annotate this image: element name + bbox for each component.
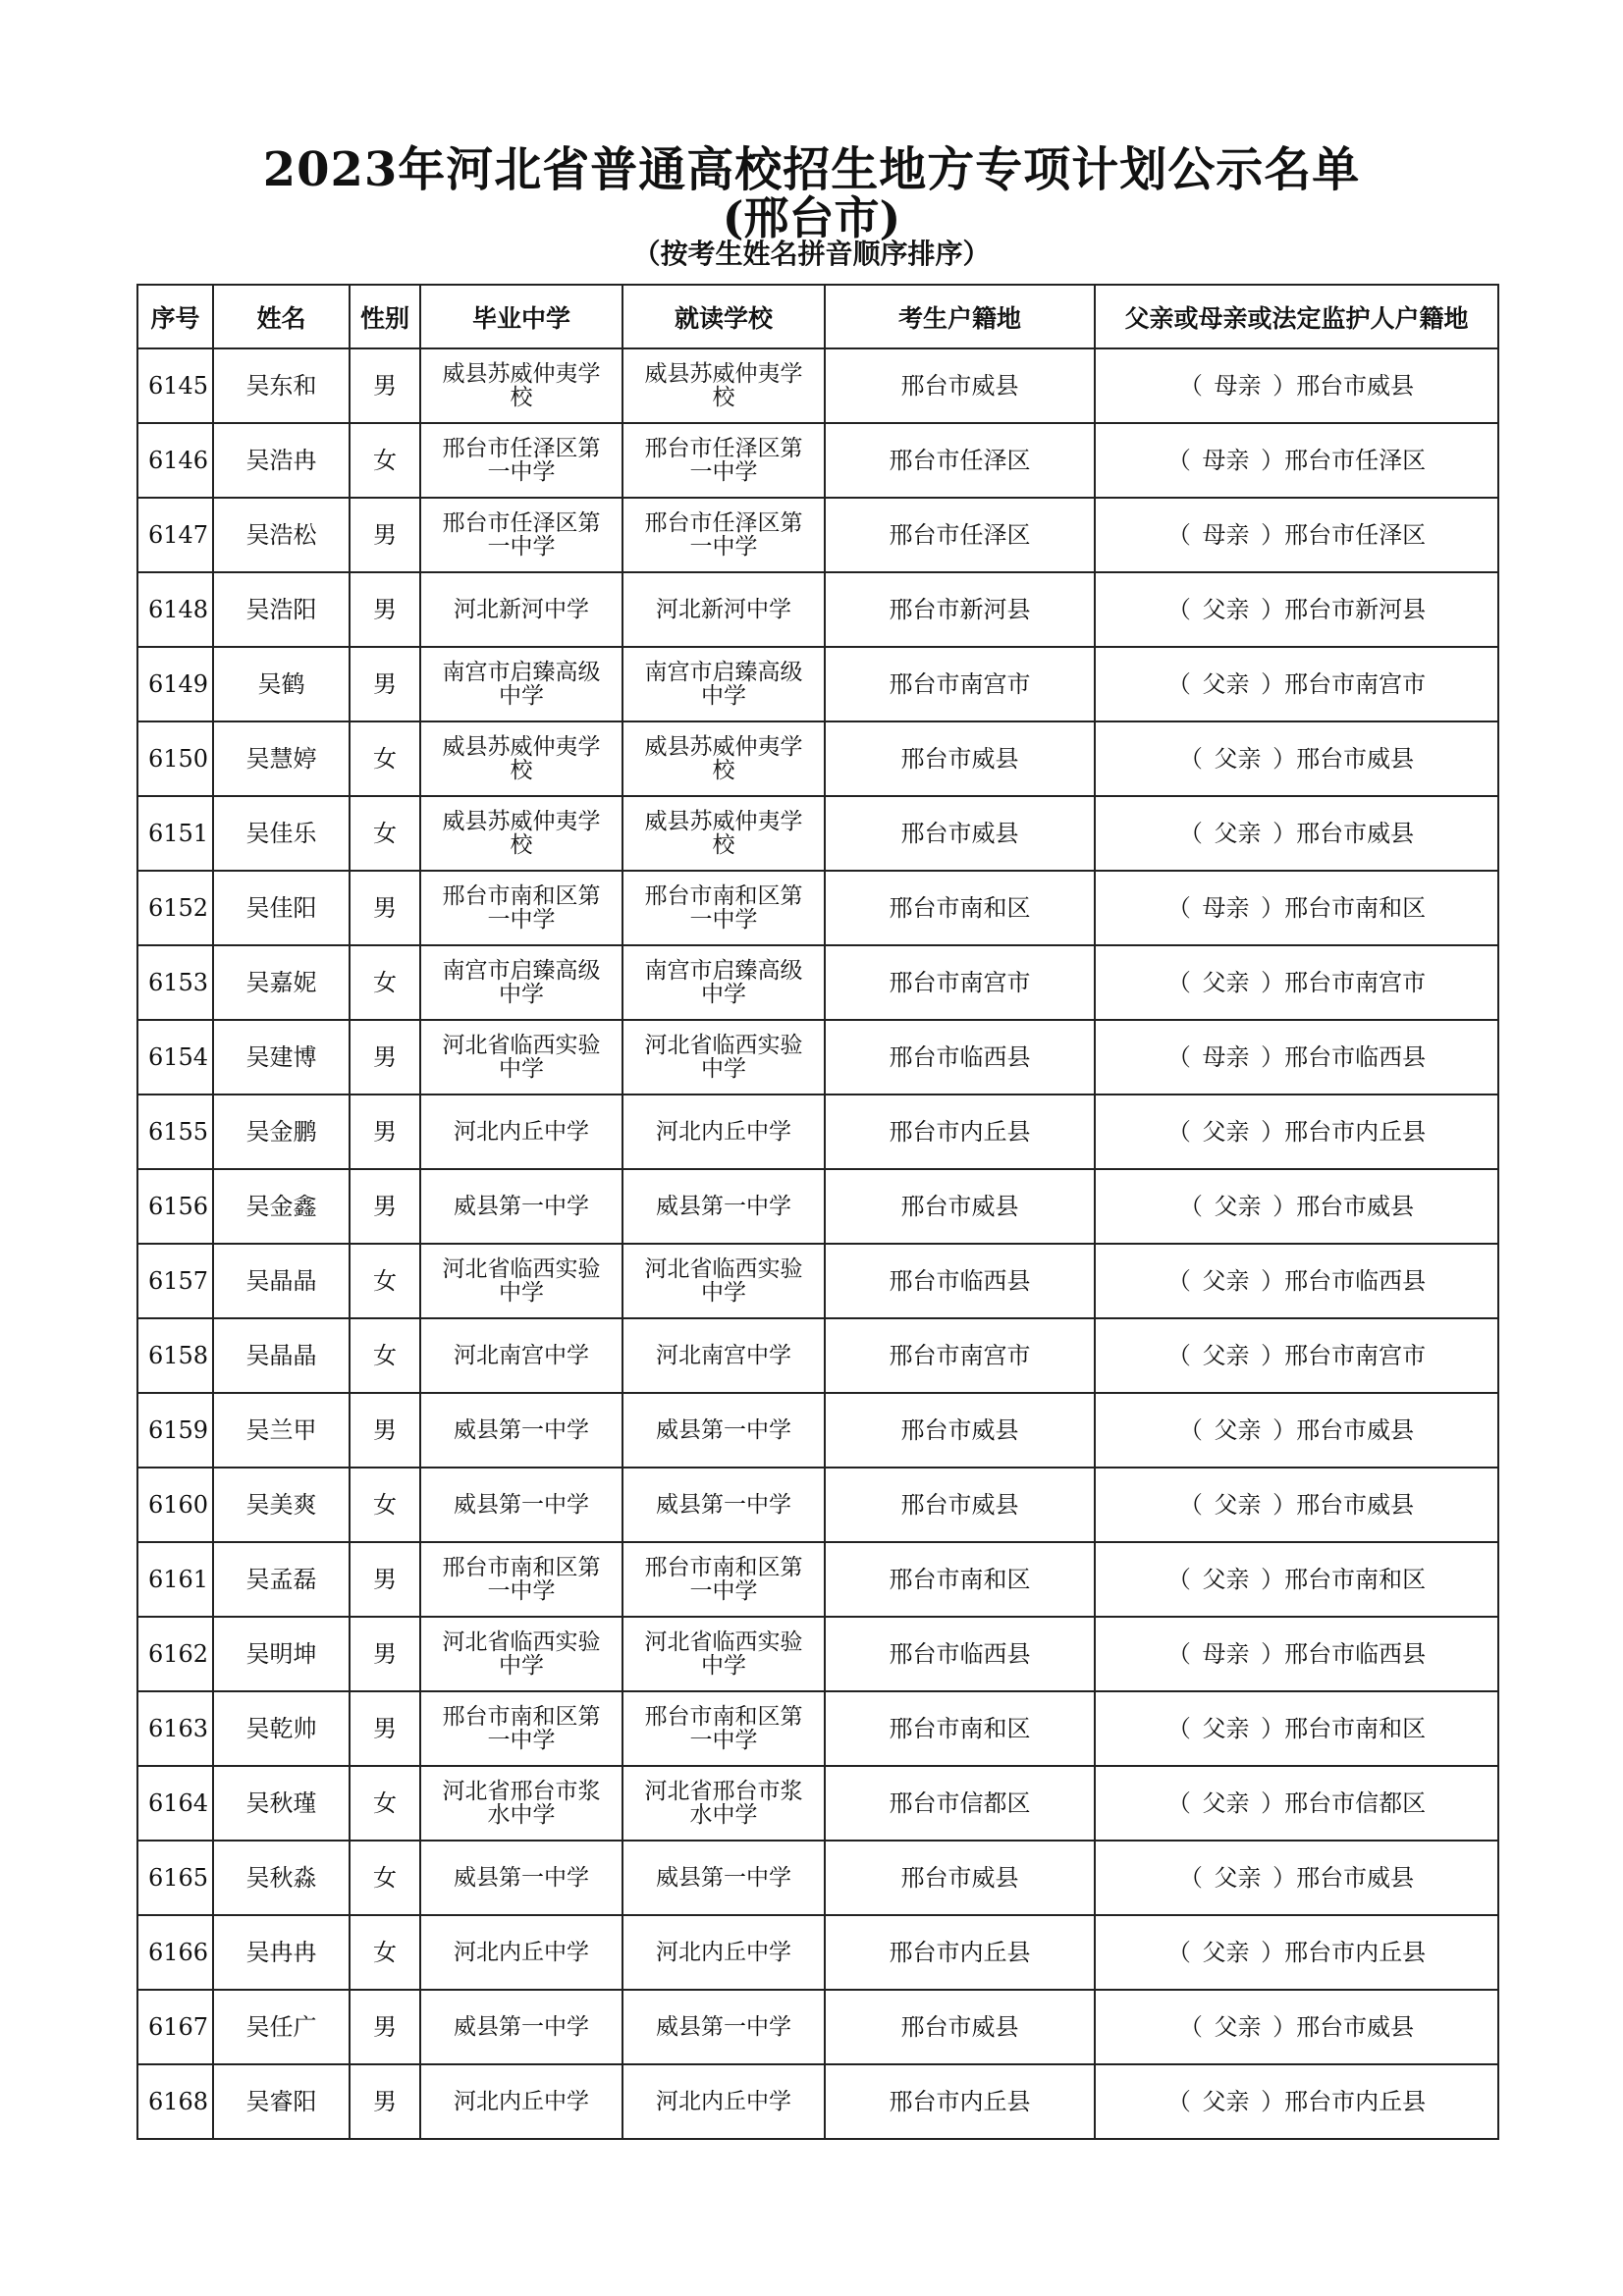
cell-household-registration: 邢台市南宫市 (825, 647, 1095, 721)
cell-graduation-school: 河北新河中学 (420, 572, 622, 647)
cell-parent-registration: （ 父亲 ）邢台市威县 (1095, 1990, 1498, 2064)
cell-serial: 6161 (137, 1542, 213, 1617)
cell-graduation-school: 邢台市南和区第一中学 (420, 1542, 622, 1617)
cell-current-school: 邢台市任泽区第一中学 (622, 498, 825, 572)
header-current-school: 就读学校 (622, 285, 825, 348)
cell-graduation-school: 河北内丘中学 (420, 1915, 622, 1990)
cell-name: 吴睿阳 (213, 2064, 350, 2139)
cell-name: 吴慧婷 (213, 721, 350, 796)
table-row (137, 572, 1498, 647)
cell-name: 吴晶晶 (213, 1318, 350, 1393)
cell-gender: 女 (350, 1244, 420, 1318)
table-row (137, 1841, 1498, 1915)
table-row (137, 871, 1498, 945)
cell-parent-registration: （ 母亲 ）邢台市南和区 (1095, 871, 1498, 945)
cell-parent-registration: （ 母亲 ）邢台市任泽区 (1095, 498, 1498, 572)
cell-name: 吴明坤 (213, 1617, 350, 1691)
cell-current-school: 威县苏威仲夷学校 (622, 796, 825, 871)
cell-household-registration: 邢台市威县 (825, 348, 1095, 423)
table-row (137, 1318, 1498, 1393)
cell-current-school: 邢台市南和区第一中学 (622, 1542, 825, 1617)
cell-current-school: 河北省临西实验中学 (622, 1020, 825, 1095)
cell-gender: 女 (350, 1318, 420, 1393)
cell-name: 吴浩松 (213, 498, 350, 572)
cell-graduation-school: 河北南宫中学 (420, 1318, 622, 1393)
cell-graduation-school: 南宫市启臻高级中学 (420, 647, 622, 721)
cell-parent-registration: （ 父亲 ）邢台市威县 (1095, 1393, 1498, 1468)
cell-parent-registration: （ 父亲 ）邢台市南宫市 (1095, 1318, 1498, 1393)
cell-graduation-school: 威县第一中学 (420, 1393, 622, 1468)
cell-household-registration: 邢台市南宫市 (825, 1318, 1095, 1393)
cell-parent-registration: （ 母亲 ）邢台市威县 (1095, 348, 1498, 423)
cell-serial: 6165 (137, 1841, 213, 1915)
table-row (137, 1691, 1498, 1766)
cell-current-school: 威县苏威仲夷学校 (622, 348, 825, 423)
cell-graduation-school: 河北内丘中学 (420, 2064, 622, 2139)
cell-name: 吴东和 (213, 348, 350, 423)
cell-serial: 6151 (137, 796, 213, 871)
cell-name: 吴金鹏 (213, 1095, 350, 1169)
cell-parent-registration: （ 父亲 ）邢台市威县 (1095, 796, 1498, 871)
cell-name: 吴秋瑾 (213, 1766, 350, 1841)
cell-household-registration: 邢台市南和区 (825, 1691, 1095, 1766)
table-row (137, 348, 1498, 423)
cell-name: 吴佳阳 (213, 871, 350, 945)
header-graduation-school: 毕业中学 (420, 285, 622, 348)
roster-table (136, 284, 1499, 2140)
cell-name: 吴嘉妮 (213, 945, 350, 1020)
cell-gender: 女 (350, 721, 420, 796)
cell-serial: 6162 (137, 1617, 213, 1691)
cell-serial: 6150 (137, 721, 213, 796)
cell-name: 吴鹤 (213, 647, 350, 721)
cell-current-school: 河北内丘中学 (622, 1095, 825, 1169)
cell-gender: 男 (350, 1691, 420, 1766)
cell-serial: 6159 (137, 1393, 213, 1468)
cell-graduation-school: 威县第一中学 (420, 1990, 622, 2064)
cell-current-school: 威县第一中学 (622, 1468, 825, 1542)
cell-serial: 6158 (137, 1318, 213, 1393)
cell-household-registration: 邢台市南宫市 (825, 945, 1095, 1020)
cell-gender: 女 (350, 1766, 420, 1841)
table-row (137, 1169, 1498, 1244)
table-row (137, 1990, 1498, 2064)
cell-name: 吴浩冉 (213, 423, 350, 498)
cell-parent-registration: （ 父亲 ）邢台市新河县 (1095, 572, 1498, 647)
header-gender: 性别 (350, 285, 420, 348)
cell-name: 吴金鑫 (213, 1169, 350, 1244)
cell-graduation-school: 河北省临西实验中学 (420, 1244, 622, 1318)
cell-current-school: 河北南宫中学 (622, 1318, 825, 1393)
cell-current-school: 河北新河中学 (622, 572, 825, 647)
cell-parent-registration: （ 父亲 ）邢台市信都区 (1095, 1766, 1498, 1841)
cell-serial: 6168 (137, 2064, 213, 2139)
cell-graduation-school: 邢台市南和区第一中学 (420, 871, 622, 945)
cell-serial: 6146 (137, 423, 213, 498)
cell-gender: 男 (350, 647, 420, 721)
cell-household-registration: 邢台市威县 (825, 1468, 1095, 1542)
cell-household-registration: 邢台市临西县 (825, 1244, 1095, 1318)
cell-parent-registration: （ 父亲 ）邢台市威县 (1095, 1841, 1498, 1915)
cell-gender: 女 (350, 945, 420, 1020)
cell-parent-registration: （ 父亲 ）邢台市南和区 (1095, 1542, 1498, 1617)
cell-parent-registration: （ 父亲 ）邢台市威县 (1095, 1468, 1498, 1542)
cell-current-school: 威县第一中学 (622, 1393, 825, 1468)
cell-gender: 男 (350, 1169, 420, 1244)
cell-serial: 6164 (137, 1766, 213, 1841)
table-row (137, 1095, 1498, 1169)
cell-serial: 6147 (137, 498, 213, 572)
cell-household-registration: 邢台市威县 (825, 1990, 1095, 2064)
cell-name: 吴冉冉 (213, 1915, 350, 1990)
cell-gender: 女 (350, 1841, 420, 1915)
cell-name: 吴美爽 (213, 1468, 350, 1542)
cell-gender: 女 (350, 1915, 420, 1990)
cell-serial: 6149 (137, 647, 213, 721)
table-row (137, 498, 1498, 572)
cell-name: 吴兰甲 (213, 1393, 350, 1468)
cell-current-school: 河北内丘中学 (622, 2064, 825, 2139)
cell-serial: 6163 (137, 1691, 213, 1766)
cell-graduation-school: 威县苏威仲夷学校 (420, 721, 622, 796)
cell-household-registration: 邢台市内丘县 (825, 2064, 1095, 2139)
cell-gender: 男 (350, 871, 420, 945)
cell-household-registration: 邢台市内丘县 (825, 1095, 1095, 1169)
table-row (137, 2064, 1498, 2139)
table-row (137, 1393, 1498, 1468)
cell-gender: 男 (350, 498, 420, 572)
cell-household-registration: 邢台市南和区 (825, 871, 1095, 945)
cell-current-school: 河北省临西实验中学 (622, 1617, 825, 1691)
cell-name: 吴任广 (213, 1990, 350, 2064)
table-row (137, 1766, 1498, 1841)
cell-parent-registration: （ 父亲 ）邢台市内丘县 (1095, 1095, 1498, 1169)
cell-household-registration: 邢台市信都区 (825, 1766, 1095, 1841)
cell-serial: 6152 (137, 871, 213, 945)
cell-household-registration: 邢台市临西县 (825, 1617, 1095, 1691)
cell-name: 吴秋淼 (213, 1841, 350, 1915)
cell-gender: 男 (350, 1990, 420, 2064)
cell-parent-registration: （ 父亲 ）邢台市威县 (1095, 721, 1498, 796)
cell-household-registration: 邢台市南和区 (825, 1542, 1095, 1617)
cell-current-school: 威县第一中学 (622, 1169, 825, 1244)
cell-household-registration: 邢台市威县 (825, 1393, 1095, 1468)
cell-current-school: 邢台市任泽区第一中学 (622, 423, 825, 498)
table-row (137, 1020, 1498, 1095)
cell-household-registration: 邢台市威县 (825, 796, 1095, 871)
cell-parent-registration: （ 父亲 ）邢台市内丘县 (1095, 1915, 1498, 1990)
cell-household-registration: 邢台市新河县 (825, 572, 1095, 647)
table-row (137, 1468, 1498, 1542)
cell-serial: 6155 (137, 1095, 213, 1169)
header-serial: 序号 (137, 285, 213, 348)
cell-name: 吴浩阳 (213, 572, 350, 647)
cell-graduation-school: 威县第一中学 (420, 1468, 622, 1542)
cell-serial: 6167 (137, 1990, 213, 2064)
cell-household-registration: 邢台市威县 (825, 1169, 1095, 1244)
table-row (137, 1617, 1498, 1691)
cell-current-school: 南宫市启臻高级中学 (622, 945, 825, 1020)
document-subtitle: (邢台市) (722, 191, 901, 244)
cell-graduation-school: 河北内丘中学 (420, 1095, 622, 1169)
cell-current-school: 河北省邢台市浆水中学 (622, 1766, 825, 1841)
table-row (137, 423, 1498, 498)
cell-gender: 男 (350, 1020, 420, 1095)
cell-name: 吴佳乐 (213, 796, 350, 871)
cell-current-school: 邢台市南和区第一中学 (622, 1691, 825, 1766)
cell-household-registration: 邢台市内丘县 (825, 1915, 1095, 1990)
cell-household-registration: 邢台市任泽区 (825, 423, 1095, 498)
cell-graduation-school: 邢台市任泽区第一中学 (420, 498, 622, 572)
cell-parent-registration: （ 父亲 ）邢台市南宫市 (1095, 647, 1498, 721)
cell-gender: 男 (350, 348, 420, 423)
cell-gender: 女 (350, 423, 420, 498)
cell-household-registration: 邢台市任泽区 (825, 498, 1095, 572)
cell-serial: 6166 (137, 1915, 213, 1990)
cell-household-registration: 邢台市威县 (825, 721, 1095, 796)
cell-serial: 6154 (137, 1020, 213, 1095)
cell-current-school: 河北省临西实验中学 (622, 1244, 825, 1318)
cell-name: 吴晶晶 (213, 1244, 350, 1318)
cell-current-school: 邢台市南和区第一中学 (622, 871, 825, 945)
cell-serial: 6156 (137, 1169, 213, 1244)
table-header-row (137, 285, 1498, 348)
cell-gender: 男 (350, 1542, 420, 1617)
cell-graduation-school: 河北省邢台市浆水中学 (420, 1766, 622, 1841)
header-household-registration: 考生户籍地 (825, 285, 1095, 348)
document-title: 2023年河北省普通高校招生地方专项计划公示名单 (262, 142, 1361, 197)
cell-parent-registration: （ 母亲 ）邢台市临西县 (1095, 1020, 1498, 1095)
cell-graduation-school: 威县苏威仲夷学校 (420, 348, 622, 423)
cell-name: 吴孟磊 (213, 1542, 350, 1617)
cell-gender: 男 (350, 2064, 420, 2139)
cell-household-registration: 邢台市临西县 (825, 1020, 1095, 1095)
table-row (137, 1244, 1498, 1318)
cell-current-school: 河北内丘中学 (622, 1915, 825, 1990)
cell-parent-registration: （ 母亲 ）邢台市临西县 (1095, 1617, 1498, 1691)
cell-household-registration: 邢台市威县 (825, 1841, 1095, 1915)
cell-name: 吴乾帅 (213, 1691, 350, 1766)
table-row (137, 796, 1498, 871)
cell-gender: 男 (350, 1393, 420, 1468)
table-row (137, 945, 1498, 1020)
cell-current-school: 威县第一中学 (622, 1990, 825, 2064)
cell-parent-registration: （ 父亲 ）邢台市南和区 (1095, 1691, 1498, 1766)
cell-gender: 女 (350, 796, 420, 871)
cell-graduation-school: 威县苏威仲夷学校 (420, 796, 622, 871)
cell-parent-registration: （ 母亲 ）邢台市任泽区 (1095, 423, 1498, 498)
cell-parent-registration: （ 父亲 ）邢台市南宫市 (1095, 945, 1498, 1020)
cell-serial: 6157 (137, 1244, 213, 1318)
sort-note: （按考生姓名拼音顺序排序） (632, 238, 991, 270)
cell-parent-registration: （ 父亲 ）邢台市威县 (1095, 1169, 1498, 1244)
cell-gender: 男 (350, 572, 420, 647)
header-name: 姓名 (213, 285, 350, 348)
cell-graduation-school: 邢台市南和区第一中学 (420, 1691, 622, 1766)
cell-graduation-school: 威县第一中学 (420, 1841, 622, 1915)
header-parent-registration: 父亲或母亲或法定监护人户籍地 (1095, 285, 1498, 348)
cell-gender: 男 (350, 1617, 420, 1691)
table-row (137, 647, 1498, 721)
cell-current-school: 威县苏威仲夷学校 (622, 721, 825, 796)
table-row (137, 1915, 1498, 1990)
cell-gender: 男 (350, 1095, 420, 1169)
cell-serial: 6145 (137, 348, 213, 423)
cell-graduation-school: 威县第一中学 (420, 1169, 622, 1244)
table-row (137, 1542, 1498, 1617)
cell-graduation-school: 河北省临西实验中学 (420, 1617, 622, 1691)
cell-name: 吴建博 (213, 1020, 350, 1095)
cell-graduation-school: 南宫市启臻高级中学 (420, 945, 622, 1020)
cell-serial: 6148 (137, 572, 213, 647)
cell-current-school: 威县第一中学 (622, 1841, 825, 1915)
cell-parent-registration: （ 父亲 ）邢台市内丘县 (1095, 2064, 1498, 2139)
cell-graduation-school: 邢台市任泽区第一中学 (420, 423, 622, 498)
cell-gender: 女 (350, 1468, 420, 1542)
cell-parent-registration: （ 父亲 ）邢台市临西县 (1095, 1244, 1498, 1318)
cell-graduation-school: 河北省临西实验中学 (420, 1020, 622, 1095)
cell-serial: 6153 (137, 945, 213, 1020)
cell-current-school: 南宫市启臻高级中学 (622, 647, 825, 721)
cell-serial: 6160 (137, 1468, 213, 1542)
table-row (137, 721, 1498, 796)
